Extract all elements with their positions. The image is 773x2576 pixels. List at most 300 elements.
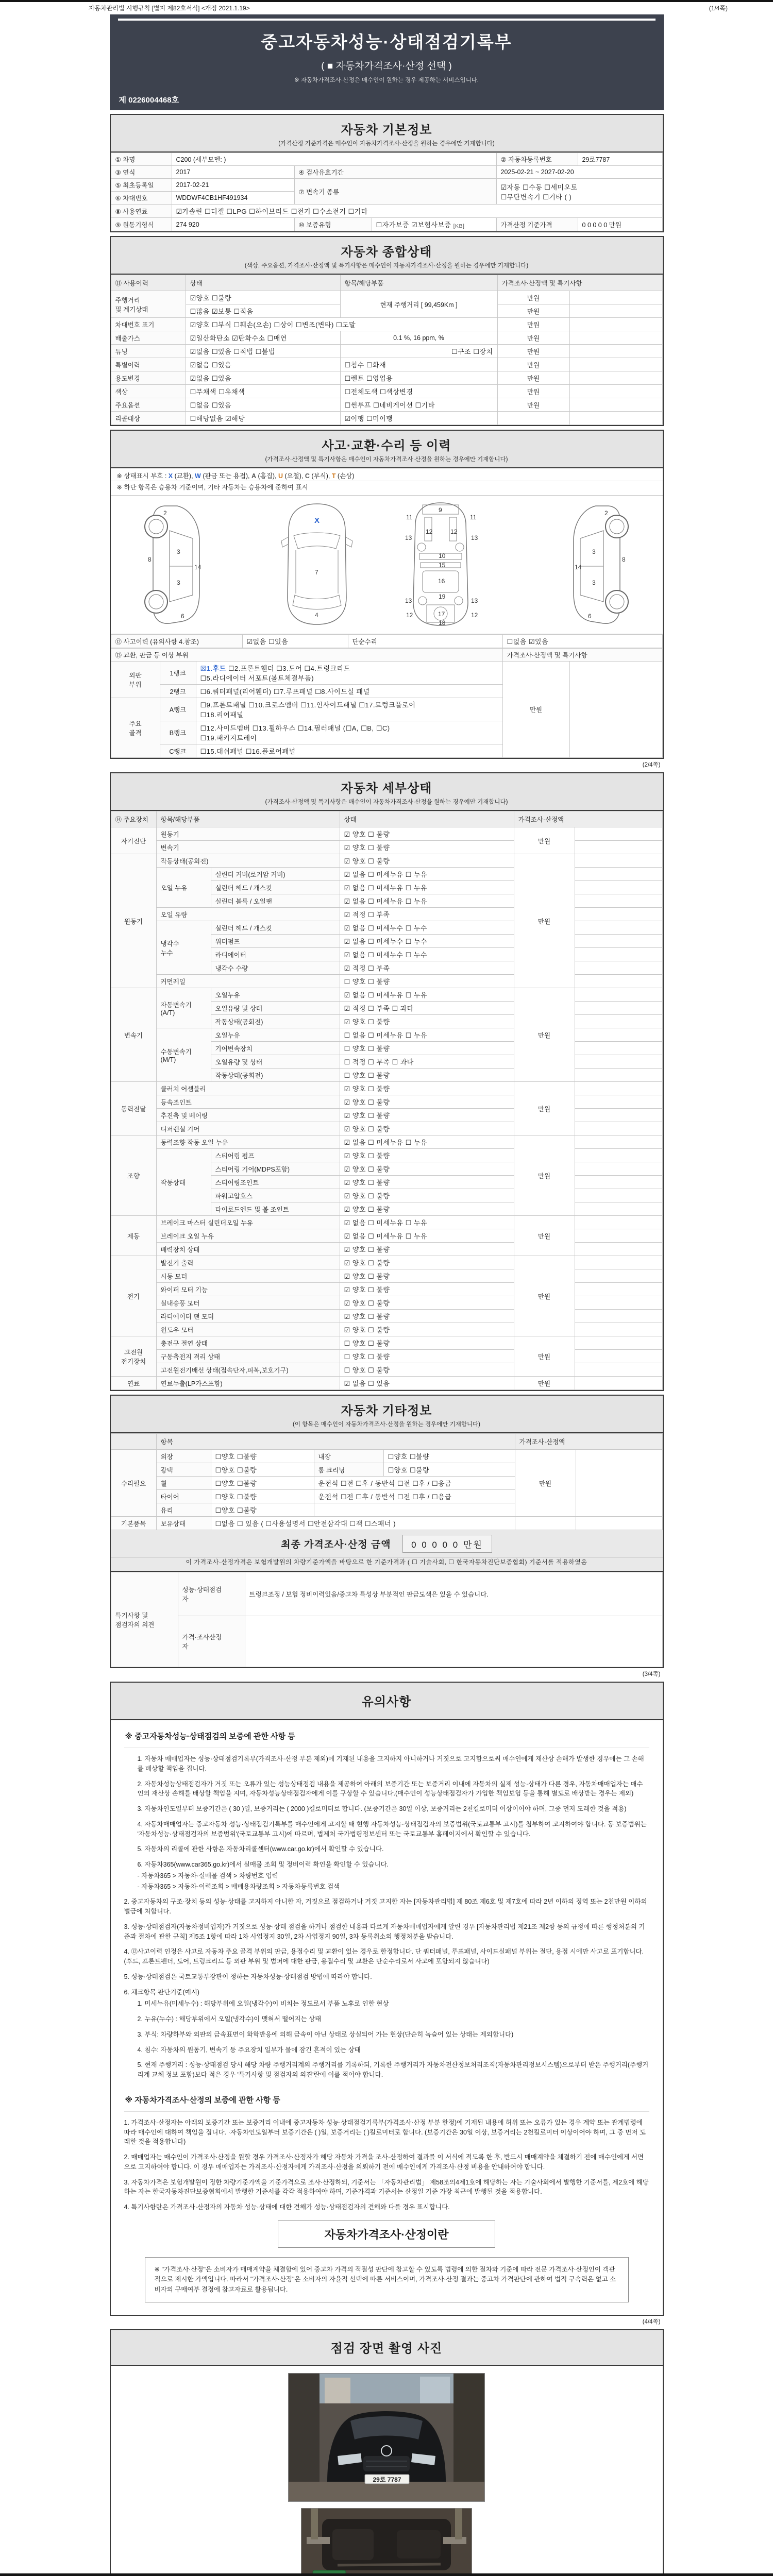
note-cell[interactable] bbox=[569, 412, 662, 425]
state-options[interactable]: ☑ 없음 ☐ 미세누유 ☐ 누유 bbox=[340, 868, 514, 881]
field-label: ⑥ 차대번호 bbox=[111, 192, 172, 205]
note-cell[interactable] bbox=[575, 948, 662, 961]
detail-row bbox=[111, 908, 662, 921]
page-indicator-2: (2/4쪽) bbox=[642, 762, 661, 768]
rankB-line1[interactable]: ☐12.사이드멤버 ☐13.휠하우스 ☐14.필러패널 (☐A, ☐B, ☐C) bbox=[200, 724, 390, 732]
notice-item: 2. 매매업자는 매수인이 가격조사·산정을 원할 경우 가격조사·산정자가 해당 자동차 가격을 조사·산정하여 결과를 이 서식에 적도록 한 후, 반드시 매매계약을 체결하기 전에 매수인에게 서면으로 고지하여야 합니다. 이 경우 매매업자는 가격조사·산정자에게 가격조사·산정을 의뢰하기 전에 매수인에게 가격조사·산정 비용을 안내하여야 합니다. bbox=[124, 2154, 644, 2171]
sub-group-label: 작동상태 bbox=[156, 1149, 211, 1216]
price-value: 만원 bbox=[497, 331, 569, 345]
state-options[interactable]: ☑ 양호 ☐ 불량 bbox=[340, 854, 514, 868]
note-cell[interactable] bbox=[575, 1149, 662, 1162]
item-label: 등속조인트 bbox=[156, 1095, 340, 1109]
wheel-state[interactable]: ☐양호 ☐불량 bbox=[211, 1477, 314, 1490]
options-state[interactable]: ☐없음 ☐있음 bbox=[186, 398, 340, 412]
tuning-detail-options[interactable]: ☐구조 ☐장치 bbox=[340, 345, 497, 358]
document-subtitle: ( ■ 자동차가격조사·산정 선택 ) bbox=[321, 61, 452, 72]
table-row bbox=[111, 1450, 662, 1463]
state-options[interactable]: ☑ 없음 ☐ 미세누유 ☐ 누유 bbox=[340, 988, 514, 1002]
note-cell[interactable] bbox=[575, 1055, 662, 1069]
section-detail-state bbox=[110, 772, 664, 1391]
rankB-options[interactable] bbox=[196, 721, 502, 744]
detail-row bbox=[111, 1377, 662, 1390]
note-cell[interactable] bbox=[575, 1136, 662, 1149]
state-options[interactable]: ☑ 양호 ☐ 불량 bbox=[340, 1015, 514, 1028]
part-number-label: 11 bbox=[406, 514, 413, 521]
state-options[interactable]: ☑ 양호 ☐ 불량 bbox=[340, 1122, 514, 1136]
final-price-note: 이 가격조사·산정가격은 보험개발원의 차량기준가액을 바탕으로 한 기준가격과 ( ☐ 기술사회, ☐ 한국자동차진단보증협회) 기준서를 적용하였음 bbox=[111, 1557, 663, 1572]
state-options[interactable]: ☐ 양호 ☐ 불량 bbox=[340, 975, 514, 988]
usage-label: 배출가스 bbox=[111, 331, 186, 345]
notice-item: 5. 자동차의 리콜에 관한 사항은 자동차리콜센터(www.car.go.kr)에서 확인할 수 있습니다. bbox=[137, 1845, 384, 1853]
simple-repair-label: 단순수리 bbox=[348, 635, 502, 648]
device-group-label: 고전원 전기장치 bbox=[111, 1336, 156, 1377]
code-t-desc: (손상) bbox=[335, 472, 355, 480]
item-label: 실린더 헤드 / 개스킷 bbox=[211, 921, 340, 935]
simple-repair-state[interactable]: ☐없음 ☑있음 bbox=[502, 635, 662, 648]
state-options[interactable]: ☑ 양호 ☐ 불량 bbox=[340, 1149, 514, 1162]
notice-item: 3. 성능·상태점검자(자동차정비업자)가 거짓으로 성능·상태 점검을 하거나 점검한 내용과 다르게 자동차매매업자에게 알린 경우 [자동차관리법 제21조 제2항 등의 규정에 따른 행정처분의 기준과 절차에 관한 규칙] 제5조 1항에 따라 1차 사업정지 30일, 2차 사업정지 90일, 3차 등록취소의 행정처분을 받습니다. bbox=[124, 1923, 645, 1940]
note-cell[interactable] bbox=[575, 1323, 662, 1336]
state-options[interactable]: ☑ 양호 ☐ 불량 bbox=[340, 1256, 514, 1269]
item-label: 내장 bbox=[314, 1450, 383, 1463]
mileage-amount-state[interactable]: ☐많음 ☑보통 ☐적음 bbox=[186, 304, 340, 318]
part-number-label: 3 bbox=[592, 579, 596, 586]
special-history-options[interactable]: ☐침수 ☐화재 bbox=[340, 358, 497, 371]
note-cell[interactable] bbox=[575, 1350, 662, 1363]
state-options[interactable]: ☑ 양호 ☐ 불량 bbox=[340, 827, 514, 841]
appraisal-definition-text: ※ "가격조사·산정"은 소비자가 매매계약을 체결함에 있어 중고차 가격의 적절성 판단에 참고할 수 있도록 법령에 의한 절차와 기준에 따라 전문 가격조사·산정인이 객관적으로 제시한 가액입니다. 따라서 "가격조사·산정"은 소비자의 자율적 선택에 따른 서비스이며, 가격조사·산정 결과는 중고차 가격판단에 관하여 법적 구속력은 없고 소비자의 구매여부 결정에 참고자료로 활용됩니다. bbox=[145, 2257, 629, 2302]
overall-state-table bbox=[111, 275, 663, 425]
state-options[interactable]: ☑ 없음 ☐ 미세누유 ☐ 누유 bbox=[340, 1136, 514, 1149]
item-label: 오일 유량 bbox=[156, 908, 340, 921]
hood-exchange-checked[interactable]: ☒1.후드 bbox=[200, 665, 226, 672]
note-cell[interactable] bbox=[575, 894, 662, 908]
part-number-label: 7 bbox=[314, 569, 318, 576]
rankA-options[interactable] bbox=[196, 698, 502, 721]
note-cell[interactable] bbox=[575, 988, 662, 1002]
device-group-label: 동력전달 bbox=[111, 1082, 156, 1136]
inspector-label: 성능·상태점검 자 bbox=[178, 1572, 245, 1616]
note-cell[interactable] bbox=[576, 1517, 662, 1530]
note-cell[interactable] bbox=[569, 318, 662, 331]
empty-cell bbox=[314, 1503, 515, 1517]
item-label: 윈도우 모터 bbox=[156, 1323, 340, 1336]
emission-state[interactable]: ☑일산화탄소 ☑탄화수소 ☐매연 bbox=[186, 331, 340, 345]
warranty-options-text[interactable]: ☐자가보증 ☑보험사보증 bbox=[376, 221, 451, 229]
item-label: 외장 bbox=[156, 1450, 211, 1463]
item-label: 스티어링 펌프 bbox=[211, 1149, 340, 1162]
recall-fulfillment[interactable]: ☑이행 ☐미이행 bbox=[340, 412, 497, 425]
detail-row bbox=[111, 1122, 662, 1136]
emission-values: 0.1 %, 16 ppm, % bbox=[340, 331, 497, 345]
item-label: 충전구 절연 상태 bbox=[156, 1336, 340, 1350]
notice-bullet: - 자동차365 > 자동차·이력조회 > 매매용차량조회 > 자동차등록번호 검색 bbox=[137, 1883, 340, 1890]
sub-group-label: 자동변속기 (A/T) bbox=[156, 988, 211, 1028]
note-cell[interactable] bbox=[575, 1296, 662, 1310]
form-reference: 자동차관리법 시행규칙 [별지 제82호서식] <개정 2021.1.19> bbox=[89, 5, 250, 12]
notice-sec2-title: ※ 자동차가격조사·산정의 보증에 관한 사항 등 bbox=[124, 2089, 649, 2112]
note-cell[interactable] bbox=[569, 398, 662, 412]
note-cell[interactable] bbox=[575, 1283, 662, 1296]
table-row bbox=[111, 385, 662, 398]
rankA-line1[interactable]: ☐9.프론트패널 ☐10.크로스멤버 ☐11.인사이드패널 ☐17.트렁크플로어 bbox=[200, 701, 416, 709]
state-options[interactable]: ☑ 양호 ☐ 불량 bbox=[340, 1243, 514, 1256]
item-label: 발전기 출력 bbox=[156, 1256, 340, 1269]
accident-header bbox=[111, 431, 663, 468]
part-number-label: 14 bbox=[194, 564, 201, 571]
rankA-line2[interactable]: ☐18.리어패널 bbox=[200, 711, 244, 719]
note-cell[interactable] bbox=[575, 1015, 662, 1028]
state-options[interactable]: ☑ 없음 ☐ 미세누수 ☐ 누수 bbox=[340, 948, 514, 961]
note-cell[interactable] bbox=[575, 1202, 662, 1216]
state-options[interactable]: ☐ 양호 ☐ 불량 bbox=[340, 1336, 514, 1350]
detail-row bbox=[111, 1296, 662, 1310]
note-cell[interactable] bbox=[576, 1450, 662, 1517]
state-options[interactable]: ☑ 적정 ☐ 부족 bbox=[340, 961, 514, 975]
code-a: A bbox=[251, 472, 257, 480]
polish-state[interactable]: ☐양호 ☐불량 bbox=[211, 1463, 314, 1477]
note-cell[interactable] bbox=[569, 358, 662, 371]
state-options[interactable]: ☑ 양호 ☐ 불량 bbox=[340, 1082, 514, 1095]
state-options[interactable]: ☐ 적정 ☐ 부족 ☐ 과다 bbox=[340, 1055, 514, 1069]
state-options[interactable]: ☑ 없음 ☐ 있음 bbox=[340, 1377, 514, 1390]
state-options[interactable]: ☑ 양호 ☐ 불량 bbox=[340, 1323, 514, 1336]
detail-row bbox=[111, 1028, 662, 1042]
part-number-label: 16 bbox=[438, 578, 445, 585]
note-cell[interactable] bbox=[575, 827, 662, 841]
misc-info-header bbox=[111, 1396, 663, 1433]
state-options[interactable]: ☐ 없음 ☐ 미세누유 ☐ 누유 bbox=[340, 1028, 514, 1042]
car-name-value: C200 (세부모델: ) bbox=[172, 153, 496, 166]
vin-marking-state[interactable]: ☑양호 ☐부식 ☐훼손(오손) ☐상이 ☐변조(변타) ☐도말 bbox=[186, 318, 497, 331]
note-cell[interactable] bbox=[569, 385, 662, 398]
photos-title: 점검 장면 촬영 사진 bbox=[330, 2341, 443, 2355]
part-number-label: 15 bbox=[439, 562, 446, 569]
car-diagram-top-view bbox=[273, 500, 361, 629]
state-options[interactable]: ☑ 적정 ☐ 부족 ☐ 과다 bbox=[340, 1002, 514, 1015]
rank1-options[interactable] bbox=[196, 662, 502, 685]
note-cell[interactable] bbox=[575, 868, 662, 881]
rank1-line2[interactable]: ☐5.라디에이터 서포트(볼트체결부품) bbox=[200, 674, 314, 682]
table-row bbox=[111, 318, 662, 331]
note-cell[interactable] bbox=[575, 1002, 662, 1015]
table-row bbox=[111, 412, 662, 425]
column-header-row bbox=[111, 811, 662, 827]
form-meta-row bbox=[0, 2, 773, 13]
note-cell[interactable] bbox=[575, 1269, 662, 1283]
note-cell[interactable] bbox=[575, 1377, 662, 1390]
table-row bbox=[111, 218, 662, 231]
document-header bbox=[110, 14, 664, 110]
usage-change-state[interactable]: ☑없음 ☐있음 bbox=[186, 371, 340, 385]
usage-label: 튜닝 bbox=[111, 345, 186, 358]
part-number-label: 10 bbox=[439, 552, 446, 560]
notice-criteria: 2. 누유(누수) : 해당부위에서 오일(냉각수)이 맺혀서 떨어지는 상태 bbox=[137, 2015, 322, 2023]
usage-label: 차대번호 표기 bbox=[111, 318, 186, 331]
note-cell[interactable] bbox=[569, 345, 662, 358]
state-options[interactable]: ☑ 양호 ☐ 불량 bbox=[340, 1310, 514, 1323]
section-overall-state bbox=[110, 236, 664, 426]
notice-title: 유의사항 bbox=[361, 1695, 412, 1709]
rank2-options[interactable]: ☐6.쿼터패널(리어휀더) ☐7.루프패널 ☐8.사이드실 패널 bbox=[196, 685, 502, 698]
overall-state-title: 자동차 종합상태 bbox=[341, 245, 432, 259]
part-number-label: 13 bbox=[471, 534, 478, 541]
scan-edge-bottom bbox=[0, 2573, 773, 2576]
column-header-row bbox=[111, 275, 662, 291]
price-value: 만원 bbox=[514, 1256, 575, 1336]
column-header: 상태 bbox=[186, 275, 340, 291]
field-label: 가격산정 기준가격 bbox=[496, 218, 578, 231]
detail-row bbox=[111, 988, 662, 1002]
note-cell[interactable] bbox=[575, 1042, 662, 1055]
code-u: U bbox=[278, 472, 283, 480]
item-label: 브레이크 마스터 실린더오일 누유 bbox=[156, 1216, 340, 1229]
tire-state[interactable]: ☐양호 ☐불량 bbox=[211, 1490, 314, 1503]
transmission-options-line1[interactable]: ☑자동 ☐수동 ☐세미오토 bbox=[500, 183, 578, 191]
note-cell[interactable] bbox=[575, 1162, 662, 1176]
exterior-state[interactable]: ☐양호 ☐불량 bbox=[211, 1450, 314, 1463]
state-options[interactable]: ☐ 양호 ☐ 불량 bbox=[340, 1042, 514, 1055]
usage-change-options[interactable]: ☐렌트 ☐영업용 bbox=[340, 371, 497, 385]
interior-state[interactable]: ☐양호 ☐불량 bbox=[383, 1450, 515, 1463]
rank1-rest[interactable]: ☐2.프론트휀더 ☐3.도어 ☐4.트렁크리드 bbox=[226, 665, 350, 672]
model-year-value: 2017 bbox=[172, 166, 294, 179]
opinions-table bbox=[111, 1572, 663, 1667]
column-header: ⑭ 주요장치 bbox=[111, 811, 156, 827]
item-label: 작동상태(공회전) bbox=[211, 1015, 340, 1028]
item-label: 스티어링 기어(MDPS포함) bbox=[211, 1162, 340, 1176]
note-cell[interactable] bbox=[569, 371, 662, 385]
item-label: 배력장치 상태 bbox=[156, 1243, 340, 1256]
note-cell[interactable] bbox=[575, 961, 662, 975]
state-options[interactable]: ☑ 양호 ☐ 불량 bbox=[340, 1283, 514, 1296]
state-options[interactable]: ☑ 양호 ☐ 불량 bbox=[340, 1189, 514, 1202]
item-label: 실내송풍 모터 bbox=[156, 1296, 340, 1310]
note-cell[interactable] bbox=[569, 662, 662, 758]
final-price-label: 최종 가격조사·산정 금액 bbox=[281, 1539, 391, 1550]
note-cell[interactable] bbox=[575, 1095, 662, 1109]
price-value: 만원 bbox=[497, 345, 569, 358]
table-row bbox=[111, 205, 662, 218]
rankC-options[interactable]: ☐15.대쉬패널 ☐16.플로어패널 bbox=[196, 744, 502, 758]
device-group-label: 변속기 bbox=[111, 988, 156, 1082]
table-row bbox=[111, 179, 662, 192]
code-w-desc: (판금 또는 용접), bbox=[200, 472, 251, 480]
photo-area bbox=[111, 2366, 663, 2576]
sub-group-label: 오일 누유 bbox=[156, 868, 211, 908]
detail-row bbox=[111, 1149, 662, 1162]
field-label: ⑨ 원동기형식 bbox=[111, 218, 172, 231]
note-cell[interactable] bbox=[569, 331, 662, 345]
warranty-options[interactable] bbox=[372, 218, 496, 231]
rankC-label: C랭크 bbox=[160, 744, 196, 758]
fuel-options[interactable]: ☑가솔린 ☐디젤 ☐LPG ☐하이브리드 ☐전기 ☐수소전기 ☐기타 bbox=[172, 205, 662, 218]
note-cell[interactable] bbox=[575, 1122, 662, 1136]
state-options[interactable]: ☑ 양호 ☐ 불량 bbox=[340, 1109, 514, 1122]
column-header bbox=[111, 1434, 156, 1450]
table-row bbox=[111, 398, 662, 412]
note-cell[interactable] bbox=[575, 1363, 662, 1377]
field-label: ⑧ 사용연료 bbox=[111, 205, 172, 218]
note-cell[interactable] bbox=[575, 975, 662, 988]
rank2-label: 2랭크 bbox=[160, 685, 196, 698]
state-options[interactable]: ☑ 양호 ☐ 불량 bbox=[340, 1202, 514, 1216]
item-label: 작동상태(공회전) bbox=[156, 854, 340, 868]
panel-exchange-table bbox=[111, 648, 663, 758]
accident-history-state[interactable]: ☑없음 ☐있음 bbox=[242, 635, 348, 648]
note-cell[interactable] bbox=[575, 1310, 662, 1323]
state-options[interactable]: ☑ 양호 ☐ 불량 bbox=[340, 1296, 514, 1310]
note-cell[interactable] bbox=[569, 291, 662, 304]
mileage-gauge-state[interactable]: ☑양호 ☐불량 bbox=[186, 291, 340, 304]
options-detail[interactable]: ☐썬루프 ☐네비게이션 ☐기타 bbox=[340, 398, 497, 412]
detail-state-title: 자동차 세부상태 bbox=[341, 782, 432, 795]
price-value bbox=[497, 412, 569, 425]
detail-row bbox=[111, 1229, 662, 1243]
table-row bbox=[111, 662, 662, 685]
state-options[interactable]: ☑ 없음 ☐ 미세누유 ☐ 누유 bbox=[340, 1229, 514, 1243]
detail-row bbox=[111, 841, 662, 854]
notice-item: 4. ⑫사고이력 인정은 사고로 자동차 주요 골격 부위의 판금, 용접수리 및 교환이 있는 경우로 한정합니다. 단 쿼터패널, 루프패널, 사이드실패널 부위는 절단, 용접 시에만 사고로 표기합니다. (후드, 프론트펜더, 도어, 트렁크리드 등 외판 부위 및 범퍼에 대한 판금, 용접수리 및 교환은 단순수리로서 사고에 포함되지 않습니다) bbox=[124, 1948, 644, 1965]
note-cell[interactable] bbox=[575, 1243, 662, 1256]
page-indicator-4: (4/4쪽) bbox=[642, 2318, 661, 2325]
item-label: 오일유량 및 상태 bbox=[211, 1002, 340, 1015]
note-cell[interactable] bbox=[575, 1069, 662, 1082]
state-options[interactable]: ☑ 양호 ☐ 불량 bbox=[340, 1095, 514, 1109]
usage-label: 용도변경 bbox=[111, 371, 186, 385]
note-cell[interactable] bbox=[575, 854, 662, 868]
part-number-label: 2 bbox=[604, 510, 608, 517]
transmission-options[interactable] bbox=[496, 179, 662, 205]
note-cell[interactable] bbox=[569, 304, 662, 318]
notice-item: 1. 자동차 매매업자는 성능·상태점검기록부(가격조사·산정 부분 제외)에 기재된 내용을 고지하지 아니하거나 거짓으로 고지함으로써 매수인에게 재산상 손해가 발생한 경우에는 그 손해를 배상할 책임을 집니다. bbox=[137, 1755, 644, 1772]
price-value bbox=[515, 1517, 576, 1530]
tire-positions[interactable]: 운전석 ☐전 ☐후 / 동반석 ☐전 ☐후 / ☐응급 bbox=[314, 1490, 515, 1503]
item-label: 와이퍼 모터 기능 bbox=[156, 1283, 340, 1296]
price-value: 만원 bbox=[514, 1336, 575, 1377]
state-options[interactable]: ☑ 없음 ☐ 미세누수 ☐ 누수 bbox=[340, 935, 514, 948]
field-label: ③ 연식 bbox=[111, 166, 172, 179]
notice-item: 6. 자동차365(www.car365.go.kr)에서 실매물 조회 및 정비이력 확인을 확인할 수 있습니다. bbox=[137, 1861, 389, 1868]
glass-state[interactable]: ☐양호 ☐불량 bbox=[211, 1503, 314, 1517]
detail-row bbox=[111, 1336, 662, 1350]
color-options[interactable]: ☐전체도색 ☐색상변경 bbox=[340, 385, 497, 398]
state-options[interactable]: ☑ 양호 ☐ 불량 bbox=[340, 1269, 514, 1283]
note-cell[interactable] bbox=[575, 1189, 662, 1202]
device-group-label: 자기진단 bbox=[111, 827, 156, 854]
special-history-state[interactable]: ☑없음 ☐있음 bbox=[186, 358, 340, 371]
exchange-price-header: 가격조사·산정액 및 특기사항 bbox=[502, 649, 662, 662]
notice-item: 2. 중고자동차의 구조·장치 등의 성능·상태를 고지하지 아니한 자, 거짓으로 점검하거나 거짓 고지한 자는 [자동차관리법] 제 80조 제6호 및 제7호에 따라 2년 이하의 징역 또는 2천만원 이하의 벌금에 처합니다. bbox=[124, 1898, 647, 1915]
overall-state-subtitle: (색상, 주요옵션, 가격조사·산정액 및 특기사항은 매수인이 자동차가격조사·산정을 원하는 경우에만 기재합니다) bbox=[244, 263, 529, 269]
rankB-line2[interactable]: ☐19.패키지트레이 bbox=[200, 734, 257, 742]
state-options[interactable]: ☑ 양호 ☐ 불량 bbox=[340, 1162, 514, 1176]
state-options[interactable]: ☑ 없음 ☐ 미세누수 ☐ 누수 bbox=[340, 921, 514, 935]
basic-info-title: 자동차 기본정보 bbox=[341, 123, 432, 137]
note-cell[interactable] bbox=[575, 1256, 662, 1269]
price-value: 만원 bbox=[497, 304, 569, 318]
note-cell[interactable] bbox=[575, 881, 662, 894]
notice-header bbox=[111, 1683, 663, 1720]
table-row bbox=[111, 1517, 662, 1530]
wheel-positions[interactable]: 운전석 ☐전 ☐후 / 동반석 ☐전 ☐후 / ☐응급 bbox=[314, 1477, 515, 1490]
item-label: 오일누유 bbox=[211, 1028, 340, 1042]
table-row bbox=[111, 635, 662, 648]
note-cell[interactable] bbox=[575, 1082, 662, 1095]
item-label: 파워고압호스 bbox=[211, 1189, 340, 1202]
color-state[interactable]: ☐무채색 ☐유채색 bbox=[186, 385, 340, 398]
basic-info-table bbox=[111, 152, 663, 231]
state-options[interactable]: ☐ 양호 ☐ 불량 bbox=[340, 1069, 514, 1082]
part-number-label: 8 bbox=[147, 556, 152, 563]
note-cell[interactable] bbox=[575, 1028, 662, 1042]
note-cell[interactable] bbox=[575, 935, 662, 948]
room-cleaning-state[interactable]: ☐양호 ☐불량 bbox=[383, 1463, 515, 1477]
note-cell[interactable] bbox=[575, 921, 662, 935]
notice-item: 3. 자동차인도일부터 보증기간은 ( 30 )일, 보증거리는 ( 2000 )킬로미터로 합니다. (보증기간은 30일 이상, 보증거리는 2천킬로미터 이상이어야 하며, 그중 먼저 도래한 것을 적용) bbox=[137, 1805, 627, 1812]
transmission-options-line2[interactable]: ☐무단변속기 ☐기타 ( ) bbox=[500, 193, 572, 201]
note-cell[interactable] bbox=[575, 1229, 662, 1243]
exchange-section-label: ⑬ 교환, 판금 등 이상 부위 bbox=[111, 649, 502, 662]
basic-items-state[interactable]: ☐없음 ☐ 있음 ( ☐사용설명서 ☐안전삼각대 ☐잭 ☐스패너 ) bbox=[211, 1517, 515, 1530]
state-options[interactable]: ☐ 양호 ☐ 불량 bbox=[340, 1363, 514, 1377]
basic-info-header bbox=[111, 115, 663, 152]
table-row bbox=[111, 371, 662, 385]
state-options[interactable]: ☑ 적정 ☐ 부족 bbox=[340, 908, 514, 921]
accident-title: 사고·교환·수리 등 이력 bbox=[322, 439, 451, 453]
notice-criteria: 5. 현재 주행거리 : 성능·상태점검 당시 해당 차량 주행거리계의 주행거리를 기록하되, 기록한 주행거리가 자동차전산정보처리조직(자동차관리정보시스템)으로부터 받은 주행거리(주행거리계 교체 정보 포함)보다 적은 경우 '특기사항 및 점검자의 의견'란에 이를 적어야 합니다. bbox=[137, 2061, 649, 2078]
notice-sec1-title: ※ 중고자동차성능·상태점검의 보증에 관한 사항 등 bbox=[124, 1725, 649, 1748]
state-options[interactable]: ☑ 양호 ☐ 불량 bbox=[340, 1176, 514, 1189]
page-indicator-3: (3/4쪽) bbox=[642, 1671, 661, 1677]
detail-state-header bbox=[111, 773, 663, 811]
table-row bbox=[111, 1572, 662, 1616]
note-cell[interactable] bbox=[575, 841, 662, 854]
table-row bbox=[111, 649, 662, 662]
part-number-label: 4 bbox=[314, 612, 318, 619]
sub-group-label: 냉각수 누수 bbox=[156, 921, 211, 975]
note-cell[interactable] bbox=[575, 908, 662, 921]
recall-state[interactable]: ☐해당없음 ☑해당 bbox=[186, 412, 340, 425]
detail-row bbox=[111, 1283, 662, 1296]
item-label: 연료누출(LP가스포함) bbox=[156, 1377, 340, 1390]
field-label: ⑦ 변속기 종류 bbox=[294, 179, 496, 205]
notice-item: 1. 가격조사·산정자는 아래의 보증기간 또는 보증거리 이내에 중고자동차 성능·상태점검기록부(가격조사·산정 부분 한정)에 기재된 내용에 허위 또는 오류가 있는 경우 계약 또는 관계법령에 따라 매수인에 대하여 책임을 집니다. ·자동차인도일부터 보증기간은 ( )일, 보증거리는 ( )킬로미터로 합니다. (보증기간은 30일 이상, 보증거리는 2천킬로미터 이상이어야 하며, 그 중 먼저 도래한 것을 적용합니다) bbox=[124, 2119, 646, 2146]
inspector-opinion-text: 트렁크조정 / 보험 정비이력있음/중고차 특성상 부분적인 판금도색은 있을 수 있습니다. bbox=[245, 1572, 662, 1616]
state-options[interactable]: ☑ 없음 ☐ 미세누유 ☐ 누유 bbox=[340, 1216, 514, 1229]
notice-criteria: 3. 부식: 차량하부와 외판의 금속표면이 화학반응에 의해 금속이 아닌 상태로 상실되어 가는 현상(단순히 녹슬어 있는 상태는 제외합니다) bbox=[137, 2030, 514, 2038]
item-label: 작동상태(공회전) bbox=[211, 1069, 340, 1082]
device-group-label: 원동기 bbox=[111, 854, 156, 988]
note-cell[interactable] bbox=[575, 1176, 662, 1189]
accident-summary-table bbox=[111, 634, 663, 648]
part-number-label: 14 bbox=[575, 564, 582, 571]
detail-row bbox=[111, 1216, 662, 1229]
part-number-label: 18 bbox=[439, 619, 446, 626]
state-options[interactable]: ☐ 양호 ☐ 불량 bbox=[340, 1350, 514, 1363]
notice-item: 5. 성능·상태점검은 국토교통부장관이 정하는 자동차성능·상태점검 방법에 따라야 합니다. bbox=[124, 1973, 372, 1980]
note-cell[interactable] bbox=[575, 1216, 662, 1229]
state-options[interactable]: ☑ 없음 ☐ 미세누유 ☐ 누유 bbox=[340, 881, 514, 894]
misc-info-subtitle: (이 항목은 매수인이 자동차가격조사·산정을 원하는 경우에만 기재합니다) bbox=[293, 1421, 480, 1428]
tuning-state[interactable]: ☑없음 ☐있음 ☐적법 ☐불법 bbox=[186, 345, 340, 358]
state-options[interactable]: ☑ 양호 ☐ 불량 bbox=[340, 841, 514, 854]
note-cell[interactable] bbox=[575, 1336, 662, 1350]
note-cell[interactable] bbox=[575, 1109, 662, 1122]
notice-item: 4. 특기사항란은 가격조사·산정자의 자동차 성능·상태에 대한 견해가 성능·상태점검자의 견해와 다를 경우 표시합니다. bbox=[124, 2204, 450, 2211]
state-options[interactable]: ☑ 없음 ☐ 미세누유 ☐ 누유 bbox=[340, 894, 514, 908]
item-label: 라디에이터 bbox=[211, 948, 340, 961]
